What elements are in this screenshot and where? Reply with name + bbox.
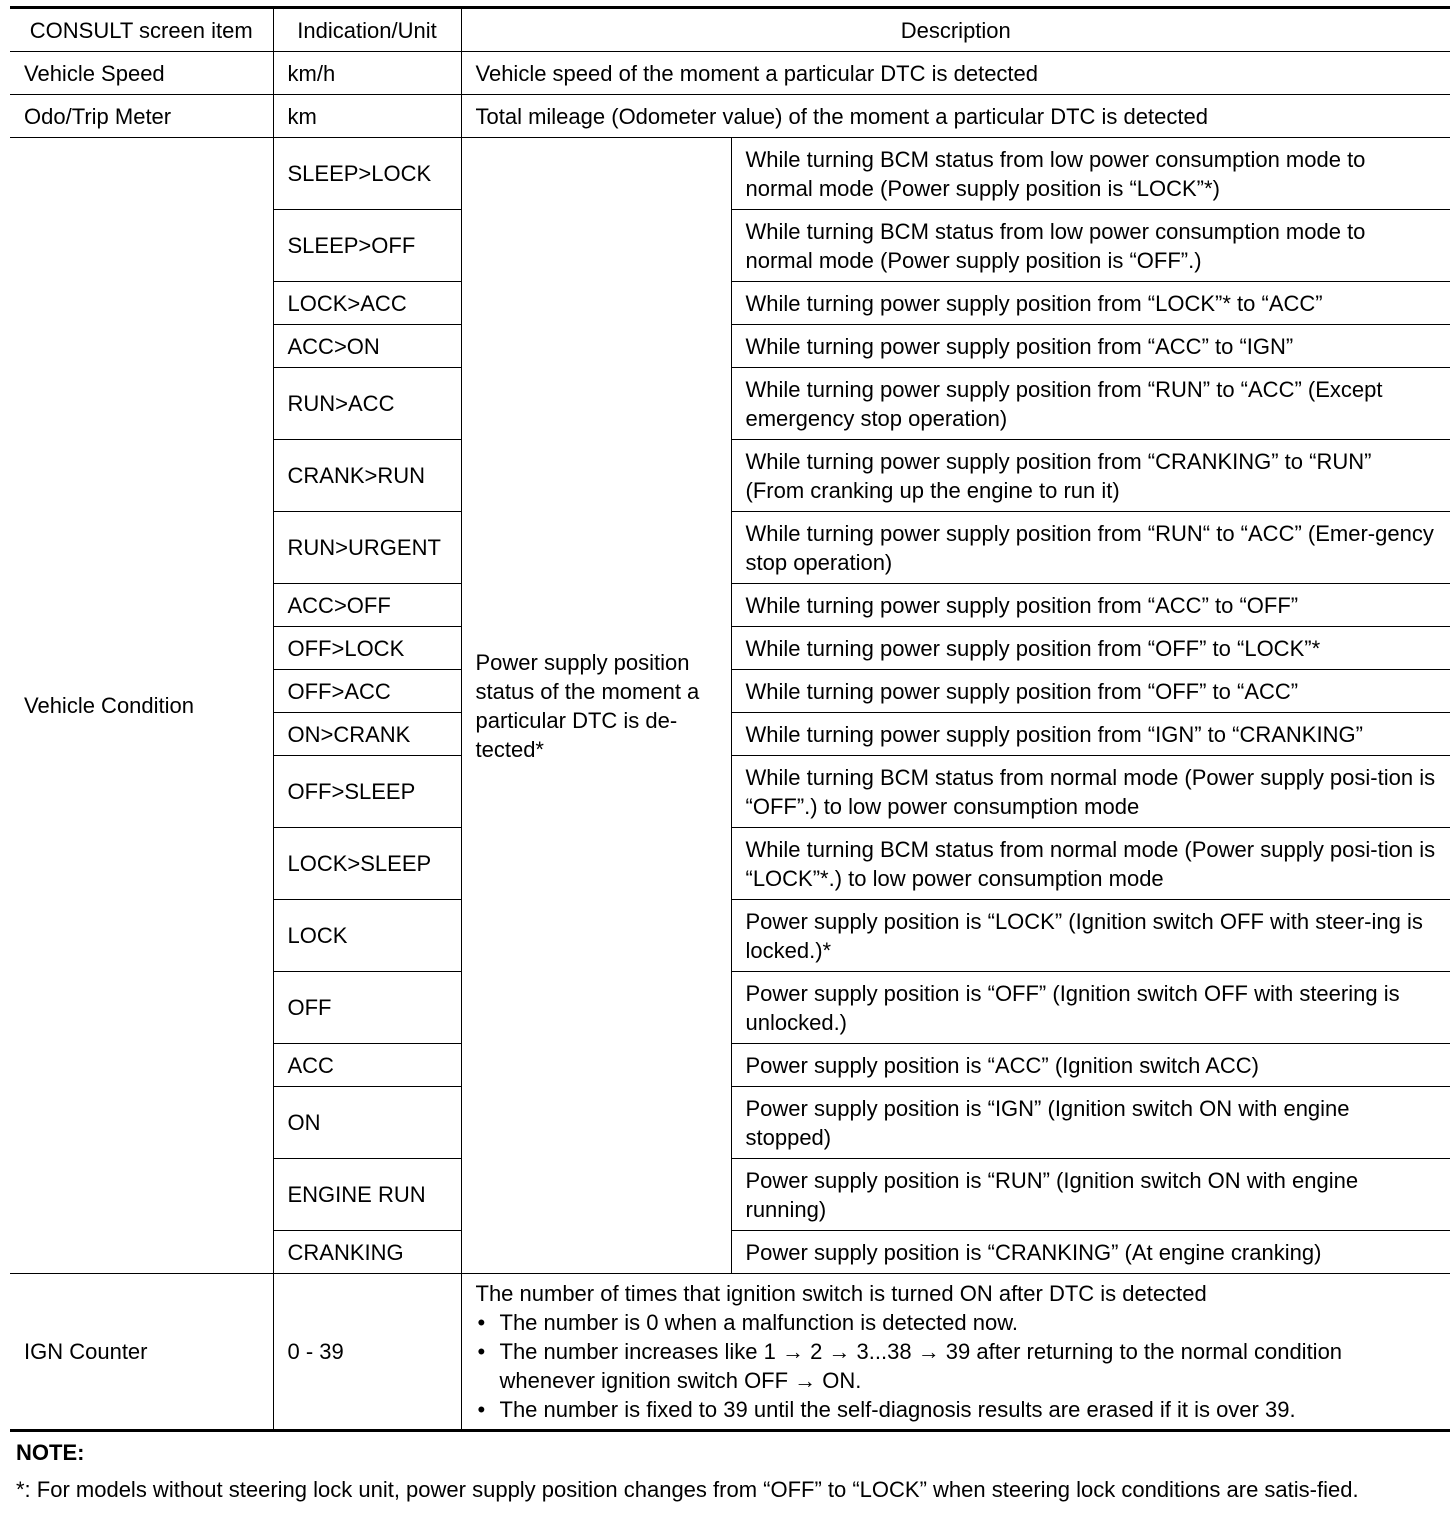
consult-items-table: [10, 6, 1450, 1432]
ign-counter-intro: The number of times that ignition switch is turned ON after DTC is detected: [475, 1281, 1207, 1306]
state-description-cell: While turning power supply position from “ACC” to “OFF”: [731, 584, 1450, 627]
bullet-item: • The number is 0 when a malfunction is detected now.: [476, 1308, 1437, 1337]
state-description-cell: Power supply position is “RUN” (Ignition switch ON with engine running): [731, 1159, 1450, 1231]
state-description-cell: Power supply position is “CRANKING” (At engine cranking): [731, 1231, 1450, 1274]
state-unit-cell: CRANK>RUN: [273, 440, 461, 512]
state-unit-cell: SLEEP>OFF: [273, 210, 461, 282]
description-cell: Total mileage (Odometer value) of the moment a particular DTC is detected: [461, 95, 1450, 138]
note-text: *: For models without steering lock unit, power supply position changes from “OFF” to “LOCK” when steering lock conditions are satis-fied.: [16, 1477, 1359, 1502]
state-unit-cell: ON>CRANK: [273, 713, 461, 756]
state-unit-cell: LOCK>SLEEP: [273, 828, 461, 900]
bullet-item: • The number increases like 1 → 2 → 3...38 → 39 after returning to the normal condition whenever ignition switch OFF → ON.: [476, 1337, 1437, 1395]
state-unit-cell: SLEEP>LOCK: [273, 138, 461, 210]
state-unit-cell: OFF>ACC: [273, 670, 461, 713]
state-description-cell: While turning BCM status from normal mode (Power supply posi-tion is “OFF”.) to low power consumption mode: [731, 756, 1450, 828]
state-unit-cell: ACC>OFF: [273, 584, 461, 627]
unit-cell: 0 - 39: [273, 1274, 461, 1431]
state-unit-cell: ACC: [273, 1044, 461, 1087]
ign-counter-description: [461, 1274, 1450, 1431]
header-item: CONSULT screen item: [10, 8, 273, 52]
header-unit: Indication/Unit: [273, 8, 461, 52]
state-unit-cell: ENGINE RUN: [273, 1159, 461, 1231]
state-description-cell: Power supply position is “ACC” (Ignition switch ACC): [731, 1044, 1450, 1087]
state-description-cell: While turning power supply position from “LOCK”* to “ACC”: [731, 282, 1450, 325]
state-unit-cell: RUN>ACC: [273, 368, 461, 440]
unit-cell: km: [273, 95, 461, 138]
bullet-item: • The number is fixed to 39 until the self-diagnosis results are erased if it is over 39.: [476, 1395, 1437, 1424]
vehicle-condition-item-cell: Vehicle Condition: [10, 138, 273, 1274]
state-description-cell: While turning power supply position from “OFF” to “LOCK”*: [731, 627, 1450, 670]
state-description-cell: While turning power supply position from “RUN“ to “ACC” (Emer-gency stop operation): [731, 512, 1450, 584]
row-vehicle-speed: [10, 52, 1450, 95]
state-description-cell: Power supply position is “IGN” (Ignition switch ON with engine stopped): [731, 1087, 1450, 1159]
state-unit-cell: ACC>ON: [273, 325, 461, 368]
state-unit-cell: LOCK>ACC: [273, 282, 461, 325]
row-ign-counter: [10, 1274, 1450, 1431]
header-description: Description: [461, 8, 1450, 52]
row-vehicle-condition-state: [10, 138, 1450, 210]
state-unit-cell: OFF>LOCK: [273, 627, 461, 670]
state-description-cell: While turning power supply position from “RUN” to “ACC” (Except emergency stop operation): [731, 368, 1450, 440]
item-cell: Vehicle Speed: [10, 52, 273, 95]
vehicle-condition-group-description: Power supply position status of the moment a particular DTC is de-tected*: [461, 138, 731, 1274]
state-unit-cell: ON: [273, 1087, 461, 1159]
state-description-cell: While turning power supply position from “ACC” to “IGN”: [731, 325, 1450, 368]
state-unit-cell: CRANKING: [273, 1231, 461, 1274]
state-description-cell: Power supply position is “OFF” (Ignition switch OFF with steering is unlocked.): [731, 972, 1450, 1044]
unit-cell: km/h: [273, 52, 461, 95]
ign-counter-bullet-list: [476, 1308, 1437, 1424]
state-description-cell: While turning power supply position from “OFF” to “ACC”: [731, 670, 1450, 713]
state-description-cell: While turning BCM status from low power consumption mode to normal mode (Power supply position is “LOCK”*): [731, 138, 1450, 210]
state-description-cell: While turning BCM status from low power consumption mode to normal mode (Power supply position is “OFF”.): [731, 210, 1450, 282]
state-description-cell: Power supply position is “LOCK” (Ignition switch OFF with steer-ing is locked.)*: [731, 900, 1450, 972]
state-unit-cell: OFF: [273, 972, 461, 1044]
state-description-cell: While turning BCM status from normal mode (Power supply posi-tion is “LOCK”*.) to low power consumption mode: [731, 828, 1450, 900]
row-odo-trip-meter: [10, 95, 1450, 138]
item-cell: Odo/Trip Meter: [10, 95, 273, 138]
state-description-cell: While turning power supply position from “CRANKING” to “RUN” (From cranking up the engine to run it): [731, 440, 1450, 512]
state-description-cell: While turning power supply position from “IGN” to “CRANKING”: [731, 713, 1450, 756]
note-title: NOTE:: [16, 1440, 85, 1465]
state-unit-cell: OFF>SLEEP: [273, 756, 461, 828]
description-cell: Vehicle speed of the moment a particular DTC is detected: [461, 52, 1450, 95]
state-unit-cell: RUN>URGENT: [273, 512, 461, 584]
state-unit-cell: LOCK: [273, 900, 461, 972]
item-cell: IGN Counter: [10, 1274, 273, 1431]
header-row: [10, 8, 1450, 52]
